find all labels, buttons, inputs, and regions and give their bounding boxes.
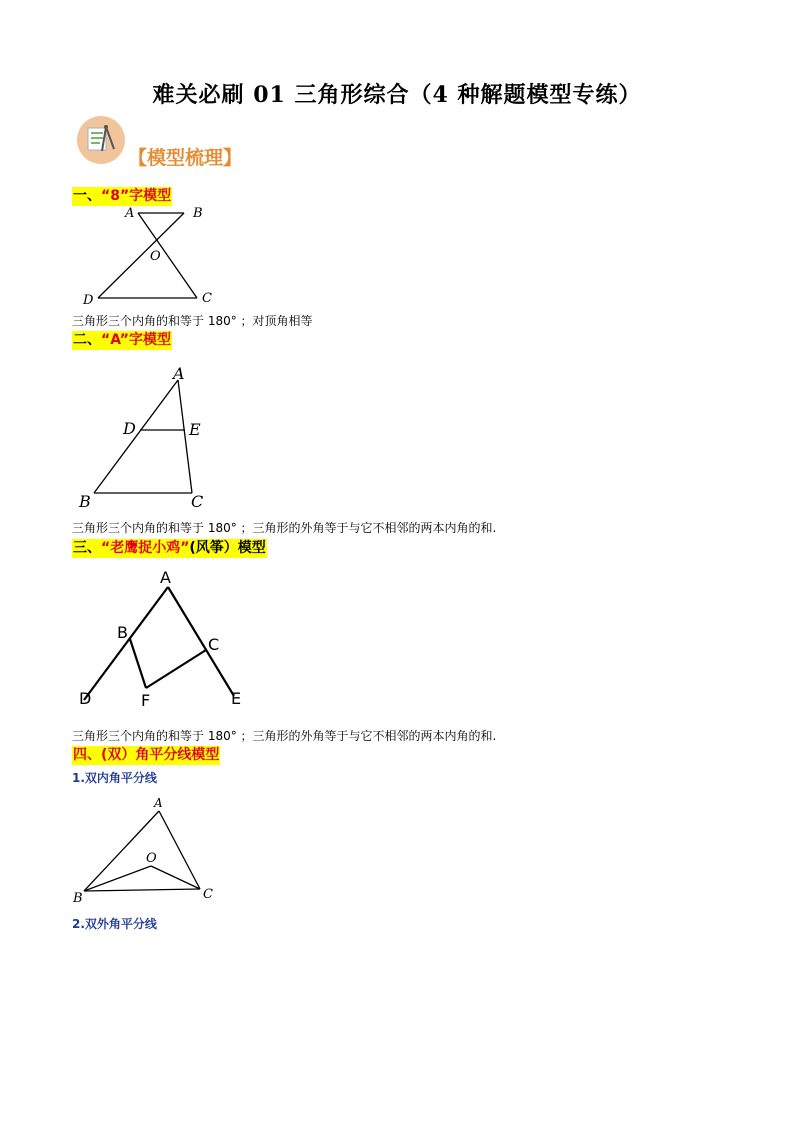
section-3-prefix: 三、	[73, 540, 101, 556]
label-e: E	[189, 420, 201, 439]
label-b: B	[73, 891, 83, 906]
label-b: B	[79, 492, 91, 511]
segment-oc	[151, 866, 200, 889]
subsection-double-interior-bisector: 1.双内角平分线	[72, 771, 157, 785]
section-3-heading	[72, 539, 267, 558]
label-b: B	[117, 623, 128, 642]
label-a: A	[125, 206, 135, 221]
label-o: O	[150, 249, 161, 264]
section-3-quoted: “老鹰捉小鸡”	[101, 540, 190, 556]
segment-bo	[84, 866, 151, 891]
section-2-note: 三角形三个内角的和等于 180° ；三角形的外角等于与它不相邻的两本内角的和.	[72, 521, 497, 535]
section-1-note: 三角形三个内角的和等于 180° ；对顶角相等	[72, 314, 313, 328]
figure-8-model	[78, 202, 228, 310]
section-1-prefix: 一、	[73, 188, 101, 204]
section-4-prefix: 四、(双）角平分线模型	[73, 747, 220, 763]
segment-bd	[98, 213, 184, 298]
label-b: B	[193, 206, 203, 221]
label-c: C	[203, 887, 213, 902]
section-3-note: 三角形三个内角的和等于 180° ；三角形的外角等于与它不相邻的两本内角的和.	[72, 729, 497, 743]
segment-ac	[159, 811, 200, 889]
label-e: E	[231, 689, 242, 708]
section-2-heading	[72, 331, 172, 350]
section-1-quoted: “8”	[101, 188, 130, 204]
label-c: C	[202, 291, 212, 306]
figure-kite-model	[74, 562, 264, 712]
section-2-suffix: 字模型	[128, 332, 171, 348]
section-2-prefix: 二、	[73, 332, 101, 348]
section-2-quoted: “A”	[101, 332, 129, 348]
label-d: D	[79, 689, 92, 708]
section-4-heading	[72, 746, 220, 765]
subsection-double-exterior-bisector: 2.双外角平分线	[72, 917, 157, 931]
ray-ae	[168, 587, 234, 696]
segment-ab	[94, 380, 178, 493]
section-1-suffix: 字模型	[129, 188, 172, 204]
label-c: C	[208, 635, 220, 654]
label-a: A	[154, 796, 163, 810]
section-3-suffix: (风筝）模型	[189, 540, 266, 556]
figure-a-model	[74, 362, 224, 514]
ruler-compass-icon	[76, 115, 126, 165]
segment-cf	[146, 650, 206, 688]
segment-bc	[84, 889, 200, 891]
label-d: D	[83, 293, 94, 308]
label-a: A	[160, 568, 171, 587]
label-o: O	[146, 851, 157, 866]
label-f: F	[141, 691, 151, 710]
segment-ac	[138, 213, 197, 298]
page-title: 难关必刷 01 三角形综合（4 种解题模型专练）	[152, 82, 642, 108]
label-d: D	[123, 419, 136, 438]
segment-bf	[130, 639, 146, 688]
label-a: A	[173, 364, 185, 383]
model-section-heading: 【模型梳理】	[128, 147, 243, 169]
label-c: C	[191, 492, 204, 511]
figure-interior-bisector	[70, 792, 220, 907]
